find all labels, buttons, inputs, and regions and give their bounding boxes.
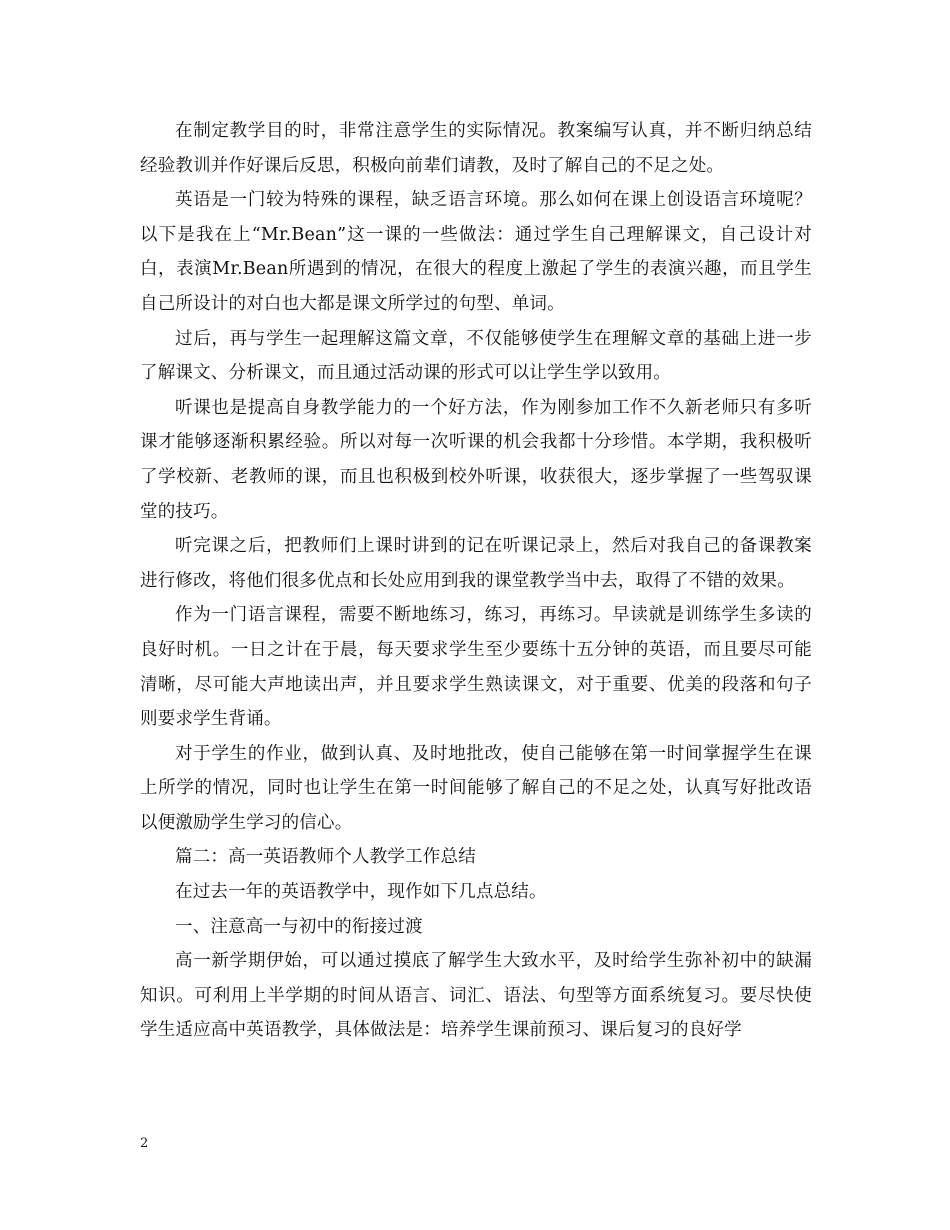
paragraph-4: 听课也是提高自身教学能力的一个好方法，作为刚参加工作不久新老师只有多听课才能够逐渐积累经验。所以对每一次听课的机会我都十分珍惜。本学期，我积极听了学校新、老教师的课，而且也积极到校外听课，收获很大，逐步掌握了一些驾驭课堂的技巧。 xyxy=(140,397,812,522)
paragraph-2: 英语是一门较为特殊的课程，缺乏语言环境。那么如何在课上创设语言环境呢？以下是我在上“Mr.Bean”这一课的一些做法：通过学生自己理解课文，自己设计对白，表演Mr.Bean所遇到的情况，在很大的程度上激起了学生的表演兴趣，而且学生自己所设计的对白也大都是课文所学过的句型、单词。 xyxy=(140,190,812,314)
paragraph-11: 高一新学期伊始，可以通过摸底了解学生大致水平，及时给学生弥补初中的缺漏知识。可利用上半学期的时间从语言、词汇、语法、句型等方面系统复习。要尽快使学生适应高中英语教学，具体做法是：培养学生课前预习、课后复习的良好学 xyxy=(140,951,812,1041)
document-body xyxy=(140,114,812,1048)
section-heading: 篇二：高一英语教师个人教学工作总结 xyxy=(175,847,476,868)
paragraph-5: 听完课之后，把教师们上课时讲到的记在听课记录上，然后对我自己的备课教案进行修改，将他们很多优点和长处应用到我的课堂教学当中去，取得了不错的效果。 xyxy=(140,536,812,591)
paragraph-6: 作为一门语言课程，需要不断地练习，练习，再练习。早读就是训练学生多读的良好时机。一日之计在于晨，每天要求学生至少要练十五分钟的英语，而且要尽可能清晰，尽可能大声地读出声，并且要求学生熟读课文，对于重要、优美的段落和句子则要求学生背诵。 xyxy=(140,605,812,730)
subsection-heading: 一、注意高一与初中的衔接过渡 xyxy=(175,916,423,937)
page-number: 2 xyxy=(140,1136,149,1151)
paragraph-7: 对于学生的作业，做到认真、及时地批改，使自己能够在第一时间掌握学生在课上所学的情况，同时也让学生在第一时间能够了解自己的不足之处，认真写好批改语以便激励学生学习的信心。 xyxy=(140,743,812,833)
paragraph-1: 在制定教学目的时，非常注意学生的实际情况。教案编写认真，并不断归纳总结经验教训并作好课后反思，积极向前辈们请教，及时了解自己的不足之处。 xyxy=(140,121,812,176)
paragraph-3: 过后，再与学生一起理解这篇文章，不仅能够使学生在理解文章的基础上进一步了解课文、分析课文，而且通过活动课的形式可以让学生学以致用。 xyxy=(140,328,812,384)
paragraph-9: 在过去一年的英语教学中，现作如下几点总结。 xyxy=(175,882,547,903)
